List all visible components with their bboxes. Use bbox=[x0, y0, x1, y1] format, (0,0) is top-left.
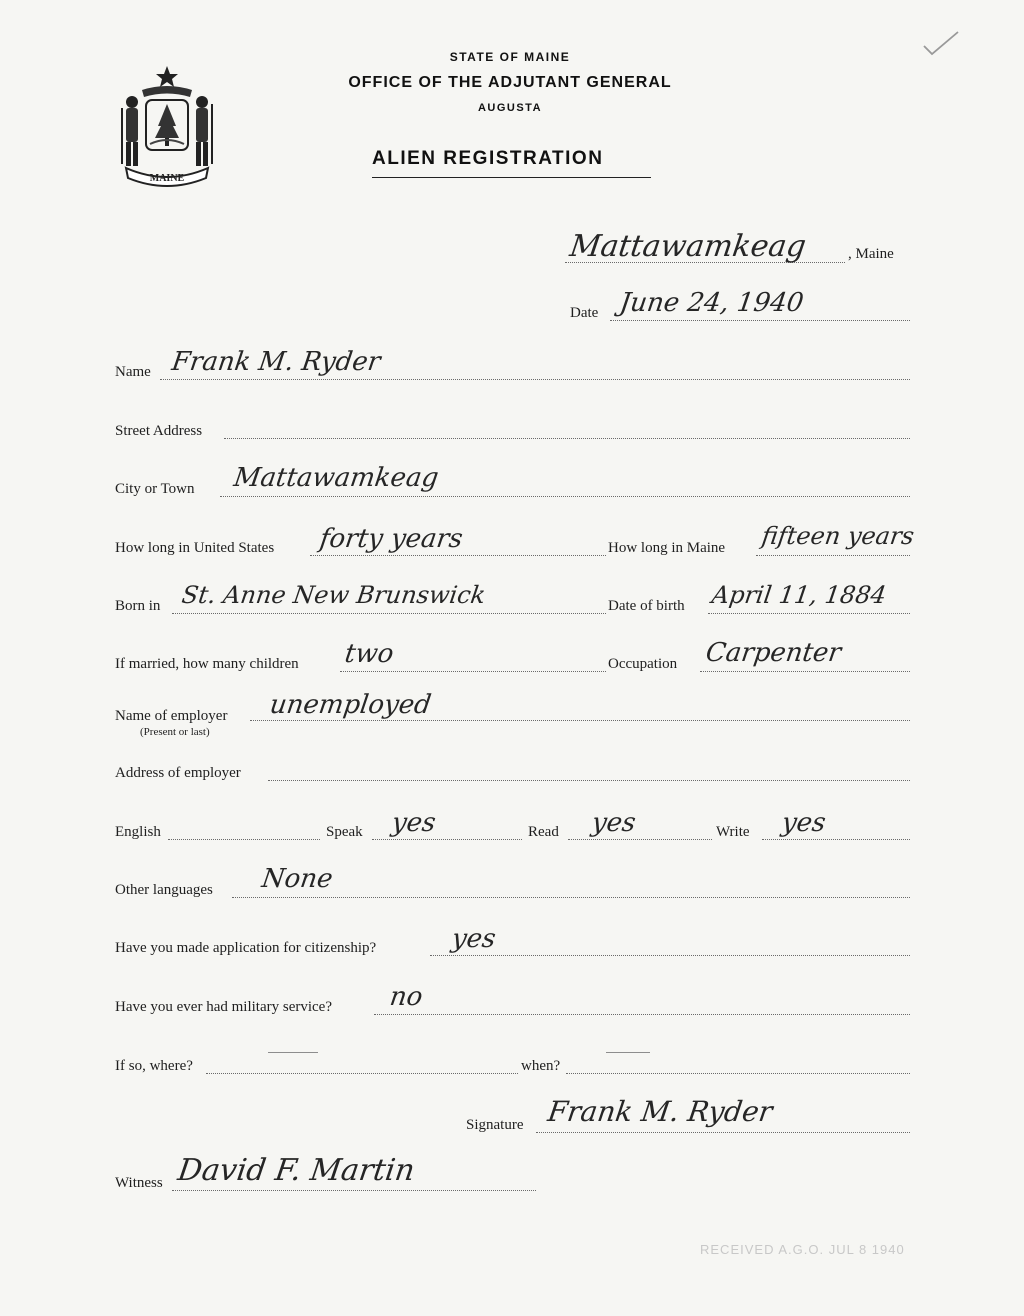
occupation-label: Occupation bbox=[608, 656, 678, 672]
citizenship-line bbox=[430, 955, 910, 956]
name-label: Name bbox=[115, 364, 151, 380]
date-line bbox=[610, 320, 910, 321]
how-long-us-value[interactable]: forty years bbox=[317, 524, 465, 554]
city-value[interactable]: Mattawamkeag bbox=[231, 463, 441, 493]
header-city: AUGUSTA bbox=[477, 102, 543, 114]
other-languages-line bbox=[232, 897, 910, 898]
location-state-label: , Maine bbox=[848, 246, 894, 262]
header-state: STATE OF MAINE bbox=[449, 50, 571, 64]
other-languages-value[interactable]: None bbox=[259, 864, 335, 894]
how-long-maine-line bbox=[756, 555, 910, 556]
employer-value[interactable]: unemployed bbox=[267, 690, 433, 720]
speak-label: Speak bbox=[326, 824, 363, 840]
city-label: City or Town bbox=[115, 481, 195, 497]
when-label: when? bbox=[521, 1058, 561, 1074]
date-value[interactable]: June 24, 1940 bbox=[617, 288, 806, 318]
when-line[interactable] bbox=[566, 1073, 910, 1074]
children-label: If married, how many children bbox=[115, 656, 299, 672]
english-label: English bbox=[115, 824, 161, 840]
city-line bbox=[220, 496, 910, 497]
seal-label: MAINE bbox=[149, 173, 185, 184]
born-in-value[interactable]: St. Anne New Brunswick bbox=[180, 581, 488, 609]
born-in-line bbox=[172, 613, 606, 614]
date-of-birth-label: Date of birth bbox=[608, 598, 685, 614]
date-of-birth-line bbox=[708, 613, 910, 614]
received-stamp: RECEIVED A.G.O. JUL 8 1940 bbox=[700, 1242, 905, 1257]
street-address-label: Street Address bbox=[115, 423, 203, 439]
witness-value[interactable]: David F. Martin bbox=[175, 1153, 417, 1188]
location-town[interactable]: Mattawamkeag bbox=[567, 229, 809, 264]
speak-value[interactable]: yes bbox=[389, 808, 438, 838]
employer-address-label: Address of employer bbox=[115, 765, 241, 781]
citizenship-label: Have you made application for citizenship? bbox=[115, 940, 377, 956]
how-long-us-label: How long in United States bbox=[115, 540, 275, 556]
occupation-value[interactable]: Carpenter bbox=[703, 638, 843, 668]
military-line bbox=[374, 1014, 910, 1015]
where-line[interactable] bbox=[206, 1073, 518, 1074]
witness-line bbox=[172, 1190, 536, 1191]
write-line bbox=[762, 839, 910, 840]
date-of-birth-value[interactable]: April 11, 1884 bbox=[710, 581, 888, 609]
write-label: Write bbox=[716, 824, 750, 840]
witness-label: Witness bbox=[115, 1175, 163, 1191]
how-long-us-line bbox=[310, 555, 606, 556]
occupation-line bbox=[700, 671, 910, 672]
military-value[interactable]: no bbox=[387, 982, 425, 1012]
date-label: Date bbox=[570, 305, 599, 321]
read-value[interactable]: yes bbox=[589, 808, 638, 838]
when-dash bbox=[606, 1052, 650, 1053]
how-long-maine-label: How long in Maine bbox=[608, 540, 726, 556]
employer-sublabel: (Present or last) bbox=[140, 726, 210, 738]
citizenship-value[interactable]: yes bbox=[449, 924, 498, 954]
name-value[interactable]: Frank M. Ryder bbox=[169, 347, 383, 377]
where-dash bbox=[268, 1052, 318, 1053]
maine-state-seal-icon bbox=[112, 64, 222, 192]
born-in-label: Born in bbox=[115, 598, 161, 614]
military-label: Have you ever had military service? bbox=[115, 999, 332, 1015]
children-line bbox=[340, 671, 606, 672]
how-long-maine-value[interactable]: fifteen years bbox=[760, 522, 916, 550]
signature-value[interactable]: Frank M. Ryder bbox=[545, 1095, 775, 1128]
signature-line bbox=[536, 1132, 910, 1133]
write-value[interactable]: yes bbox=[779, 808, 828, 838]
form-title: ALIEN REGISTRATION bbox=[372, 148, 604, 169]
read-label: Read bbox=[528, 824, 559, 840]
where-label: If so, where? bbox=[115, 1058, 193, 1074]
check-mark-icon bbox=[920, 28, 962, 58]
street-address-line[interactable] bbox=[224, 438, 910, 439]
read-line bbox=[568, 839, 712, 840]
employer-line bbox=[250, 720, 910, 721]
english-line bbox=[168, 839, 320, 840]
other-languages-label: Other languages bbox=[115, 882, 213, 898]
children-value[interactable]: two bbox=[342, 639, 396, 669]
speak-line bbox=[372, 839, 522, 840]
employer-label: Name of employer bbox=[115, 708, 228, 724]
title-underline bbox=[372, 177, 651, 178]
name-line bbox=[160, 379, 910, 380]
header-office: OFFICE OF THE ADJUTANT GENERAL bbox=[348, 74, 672, 91]
signature-label: Signature bbox=[466, 1117, 524, 1133]
employer-address-line[interactable] bbox=[268, 780, 910, 781]
